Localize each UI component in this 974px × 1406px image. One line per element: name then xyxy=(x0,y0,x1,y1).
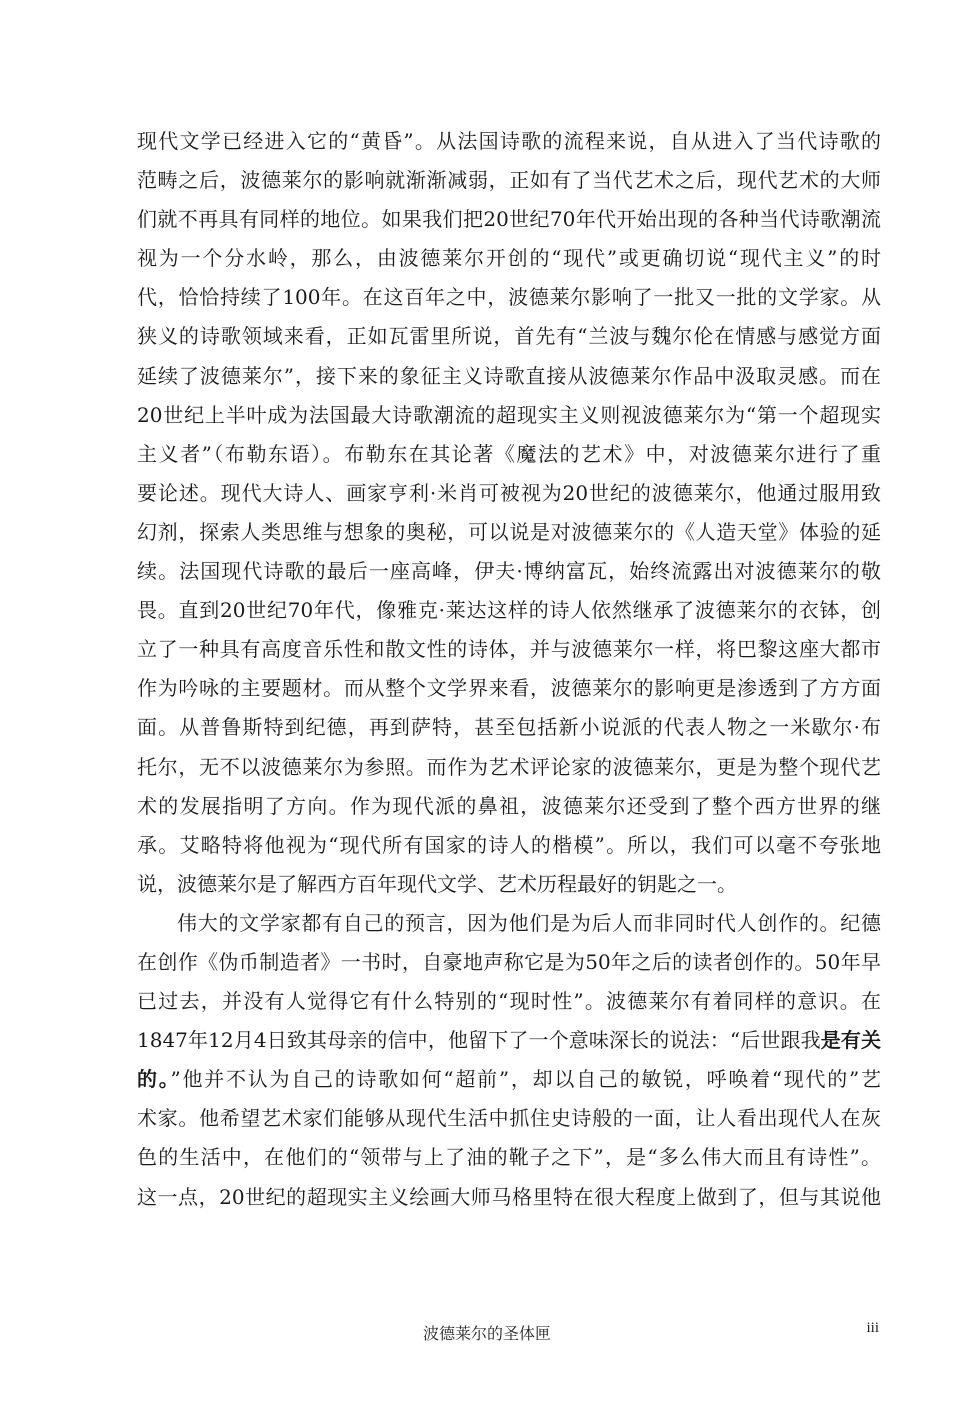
text-line: 说，波德莱尔是了解西方百年现代文学、艺术历程最好的钥匙之一。 xyxy=(137,871,737,896)
bold-text-run: 是有关 xyxy=(820,1028,881,1053)
bold-text-run: 的。 xyxy=(137,1067,171,1092)
paragraph-2 xyxy=(137,904,881,1217)
text-line: 面。从普鲁斯特到纪德，再到萨特，甚至包括新小说派的代表人物之一米歇尔·布 xyxy=(137,715,881,740)
text-line: 20世纪上半叶成为法国最大诗歌潮流的超现实主义则视波德莱尔为“第一个超现实 xyxy=(137,402,881,427)
text-line: 已过去，并没有人觉得它有什么特别的“现时性”。波德莱尔有着同样的意识。在 xyxy=(137,989,881,1014)
text-run: 1847年12月4日致其母亲的信中，他留下了一个意味深长的说法：“后世跟我 xyxy=(137,1028,821,1053)
text-line: 托尔，无不以波德莱尔为参照。而作为艺术评论家的波德莱尔，更是为整个现代艺 xyxy=(137,754,881,779)
text-line: 伟大的文学家都有自己的预言，因为他们是为后人而非同时代人创作的。纪德 xyxy=(177,910,881,935)
text-line: 作为吟咏的主要题材。而从整个文学界来看，波德莱尔的影响更是渗透到了方方面 xyxy=(137,676,881,701)
text-line: 续。法国现代诗歌的最后一座高峰，伊夫·博纳富瓦，始终流露出对波德莱尔的敬 xyxy=(137,559,881,584)
text-line: 主义者”（布勒东语）。布勒东在其论著《魔法的艺术》中，对波德莱尔进行了重 xyxy=(137,441,881,466)
text-line: 术家。他希望艺术家们能够从现代生活中抓住史诗般的一面，让人看出现代人在灰 xyxy=(137,1106,881,1131)
page-number: iii xyxy=(866,1320,879,1336)
text-line: 要论述。现代大诗人、画家亨利·米肖可被视为20世纪的波德莱尔，他通过服用致 xyxy=(137,480,881,505)
text-line: 在创作《伪币制造者》一书时，自豪地声称它是为50年之后的读者创作的。50年早 xyxy=(137,949,881,974)
text-line: 色的生活中，在他们的“领带与上了油的靴子之下”，是“多么伟大而且有诗性”。 xyxy=(137,1145,881,1170)
text-line: 立了一种具有高度音乐性和散文性的诗体，并与波德莱尔一样，将巴黎这座大都市 xyxy=(137,637,881,662)
text-line xyxy=(137,1021,881,1060)
text-line: 范畴之后，波德莱尔的影响就渐渐减弱，正如有了当代艺术之后，现代艺术的大师 xyxy=(137,168,881,193)
paragraph-1 xyxy=(137,122,881,904)
text-line: 幻剂，探索人类思维与想象的奥秘，可以说是对波德莱尔的《人造天堂》体验的延 xyxy=(137,519,881,544)
running-footer-title: 波德莱尔的圣体匣 xyxy=(422,1324,551,1343)
text-line: 视为一个分水岭，那么，由波德莱尔开创的“现代”或更确切说“现代主义”的时 xyxy=(137,246,881,271)
text-line: 代，恰恰持续了100年。在这百年之中，波德莱尔影响了一批又一批的文学家。从 xyxy=(137,285,881,310)
text-line: 这一点，20世纪的超现实主义绘画大师马格里特在很大程度上做到了，但与其说他 xyxy=(137,1184,881,1209)
text-line: 延续了波德莱尔”，接下来的象征主义诗歌直接从波德莱尔作品中汲取灵感。而在 xyxy=(137,363,881,388)
text-line: 狭义的诗歌领域来看，正如瓦雷里所说，首先有“兰波与魏尔伦在情感与感觉方面 xyxy=(137,324,881,349)
body-text xyxy=(137,122,881,1217)
text-line: 术的发展指明了方向。作为现代派的鼻祖，波德莱尔还受到了整个西方世界的继 xyxy=(137,793,881,818)
text-line: 现代文学已经进入它的“黄昏”。从法国诗歌的流程来说，自从进入了当代诗歌的 xyxy=(137,129,881,153)
text-line: 承。艾略特将他视为“现代所有国家的诗人的楷模”。所以，我们可以毫不夸张地 xyxy=(137,832,881,857)
text-line: 们就不再具有同样的地位。如果我们把20世纪70年代开始出现的各种当代诗歌潮流 xyxy=(137,207,881,232)
text-line xyxy=(137,1060,881,1099)
text-run: ”他并不认为自己的诗歌如何“超前”，却以自己的敏锐，呼唤着“现代的”艺 xyxy=(170,1067,881,1092)
text-line: 畏。直到20世纪70年代，像雅克·莱达这样的诗人依然继承了波德莱尔的衣钵，创 xyxy=(137,598,881,623)
